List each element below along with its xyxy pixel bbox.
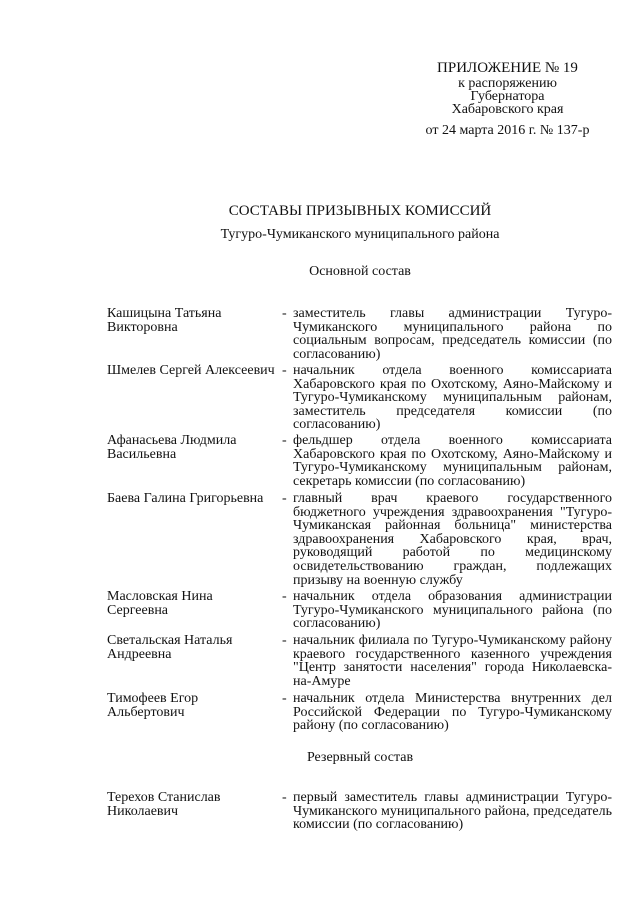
member-name: Светальская Наталья Андреевна bbox=[107, 633, 233, 662]
appendix-line-1: к распоряжению bbox=[458, 76, 557, 91]
appendix-title: ПРИЛОЖЕНИЕ № 19 bbox=[437, 60, 578, 76]
member-role: начальник отдела образования администрации Тугуро-Чумиканского муниципального района (по согласованию) bbox=[293, 589, 612, 632]
reserve-section-heading: Резервный состав bbox=[306, 750, 414, 765]
member-dash: - bbox=[282, 633, 287, 648]
member-name: Терехов Станислав Николаевич bbox=[107, 790, 221, 819]
member-dash: - bbox=[282, 363, 287, 378]
member-name: Шмелев Сергей Алексеевич bbox=[107, 363, 275, 378]
member-name: Кашицына Татьяна Викторовна bbox=[107, 306, 222, 335]
document-title: СОСТАВЫ ПРИЗЫВНЫХ КОМИССИЙ bbox=[228, 203, 492, 219]
appendix-line-3: Хабаровского края bbox=[451, 102, 564, 118]
member-dash: - bbox=[282, 306, 287, 321]
member-role: первый заместитель главы администрации Тугуро-Чумиканского муниципального района, председатель комиссии (по согласованию) bbox=[293, 790, 612, 833]
member-role: начальник отдела Министерства внутренних дел Российской Федерации по Тугуро-Чумиканскому району (по согласованию) bbox=[293, 691, 612, 734]
member-dash: - bbox=[282, 433, 287, 448]
member-role: фельдшер отдела военного комиссариата Хабаровского края по Охотскому, Аяно-Майскому и Тугуро-Чумиканскому муниципальным районам, секретарь комиссии (по согласованию) bbox=[293, 433, 612, 489]
document-subtitle: Тугуро-Чумиканского муниципального района bbox=[220, 227, 500, 242]
member-dash: - bbox=[282, 790, 287, 805]
member-name: Тимофеев Егор Альбертович bbox=[107, 691, 199, 720]
member-role: начальник филиала по Тугуро-Чумиканскому району краевого государственного казенного учреждения "Центр занятости населения" города Николаевска-на-Амуре bbox=[293, 633, 612, 689]
appendix-line-2: Губернатора bbox=[470, 89, 545, 105]
member-name: Афанасьева Людмила Васильевна bbox=[107, 433, 237, 462]
member-role: главный врач краевого государственного бюджетного учреждения здравоохранения "Тугуро-Чумиканская районная больница" министерства здравоохранения Хабаровского края, врач, руководящий работой по медицинскому освидетельствованию граждан, подлежащих призыву на военную службу bbox=[293, 491, 612, 588]
member-name: Масловская Нина Сергеевна bbox=[107, 589, 213, 618]
member-dash: - bbox=[282, 589, 287, 604]
member-role: начальник отдела военного комиссариата Хабаровского края по Охотскому, Аяно-Майскому и Тугуро-Чумиканскому муниципальным районам, заместитель председателя комиссии (по согласованию) bbox=[293, 363, 612, 433]
main-section-heading: Основной состав bbox=[309, 264, 411, 279]
member-dash: - bbox=[282, 691, 287, 706]
appendix-block bbox=[405, 60, 610, 138]
member-name: Баева Галина Григорьевна bbox=[107, 491, 264, 506]
member-role: заместитель главы администрации Тугуро-Чумиканского муниципального района по социальным вопросам, председатель комиссии (по согласованию) bbox=[293, 306, 612, 362]
appendix-date: от 24 марта 2016 г. № 137-р bbox=[425, 122, 590, 138]
member-dash: - bbox=[282, 491, 287, 506]
